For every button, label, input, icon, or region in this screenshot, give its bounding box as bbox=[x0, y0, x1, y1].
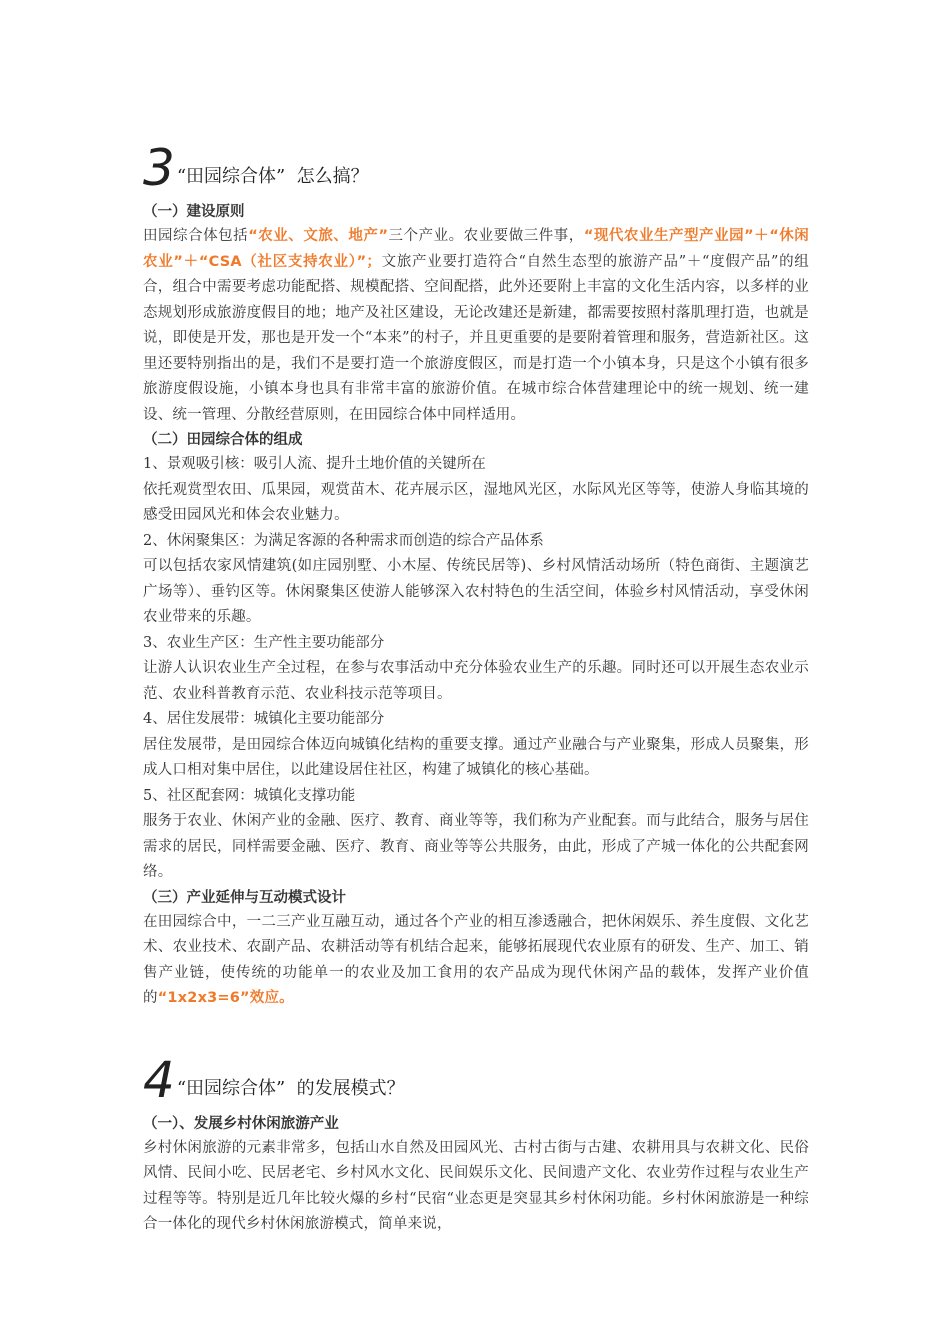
subheading-industry-extension: （三）产业延伸与互动模式设计 bbox=[143, 889, 346, 906]
paragraph-rural-tourism: 乡村休闲旅游的元素非常多，包括山水自然及田园风光、古村古街与古建、农耕用具与农耕文化、民俗风情、民间小吃、民居老宅、乡村风水文化、民间娱乐文化、民间遗产文化、农业劳作过程与农业生产过程等等。特别是近几年比较火爆的乡村“民宿“业态更是突显其乡村休闲功能。乡村休闲旅游是一种综合一体化的现代乡村休闲旅游模式，简单来说， bbox=[143, 1139, 809, 1232]
section-4-number: 4 bbox=[143, 1050, 175, 1109]
subheading-composition: （二）田园综合体的组成 bbox=[143, 432, 303, 448]
item-2-body: 可以包括农家风情建筑(如庄园别墅、小木屋、传统民居等)、乡村风情活动场所（特色商街、主题演艺广场等）、垂钓区等。休闲聚集区使游人能够深入农村特色的生活空间，体验乡村风情活动，享受休闲农业带来的乐趣。 bbox=[143, 558, 809, 625]
text-run: 在田园综合中，一二三产业互融互动，通过各个产业的相互渗透融合，把休闲娱乐、养生度假、文化艺术、农业技术、农副产品、农耕活动等有机结合起来，能够拓展现代农业原有的研发、生产、加工、销售产业链，使传统的功能单一的农业及加工食用的农产品成为现代休闲产品的载体，发挥产业价值的 bbox=[143, 913, 809, 1006]
paragraph-principles bbox=[143, 224, 809, 428]
paragraph-industry-extension bbox=[143, 910, 809, 1012]
section-gap bbox=[143, 1012, 809, 1052]
item-4-body: 居住发展带，是田园综合体迈向城镇化结构的重要支撑。通过产业融合与产业聚集，形成人员聚集，形成人口相对集中居住，以此建设居住社区，构建了城镇化的核心基础。 bbox=[143, 736, 809, 778]
item-1-body: 依托观赏型农田、瓜果园，观赏苗木、花卉展示区，湿地风光区，水际风光区等等，使游人身临其境的感受田园风光和体会农业魅力。 bbox=[143, 481, 809, 523]
section-4-heading bbox=[143, 1050, 809, 1109]
highlight-industries: “农业、文旅、地产” bbox=[248, 228, 389, 244]
item-3-body: 让游人认识农业生产全过程，在参与农事活动中充分体验农业生产的乐趣。同时还可以开展生态农业示范、农业科普教育示范、农业科技示范等项目。 bbox=[143, 660, 809, 702]
item-5-body: 服务于农业、休闲产业的金融、医疗、教育、商业等等，我们称为产业配套。而与此结合，服务与居住需求的居民，同样需要金融、医疗、教育、商业等等公共服务，由此，形成了产城一体化的公共配套网络。 bbox=[143, 813, 809, 880]
item-1-heading: 1、景观吸引核：吸引人流、提升土地价值的关键所在 bbox=[143, 456, 486, 472]
section-3-title: “田园综合体” 怎么搞？ bbox=[176, 166, 369, 187]
item-5-heading: 5、社区配套网：城镇化支撑功能 bbox=[143, 787, 356, 804]
section-3-number: 3 bbox=[143, 139, 175, 197]
text-run: 文旅产业要打造符合“自然生态型的旅游产品”＋“度假产品”的组合，组合中需要考虑功能配搭、规模配搭、空间配搭，此外还要附上丰富的文化生活内容，以多样的业态规划形成旅游度假目的地；地产及社区建设，无论改建还是新建，都需要按照村落肌理打造，也就是说，即使是开发，那也是开发一个“本来”的村子，并且更重要的是要附着管理和服务，营造新社区。这里还要特别指出的是，我们不是要打造一个旅游度假区，而是打造一个小镇本身，只是这个小镇有很多旅游度假设施，小镇本身也具有非常丰富的旅游价值。在城市综合体营建理论中的统一规划、统一建设、统一管理、分散经营原则，在田园综合体中同样适用。 bbox=[143, 253, 810, 423]
text-run: 田园综合体包括 bbox=[143, 228, 249, 244]
item-3-heading: 3、农业生产区：生产性主要功能部分 bbox=[143, 634, 385, 651]
section-4-title: “田园综合体” 的发展模式？ bbox=[176, 1077, 405, 1099]
section-3-heading bbox=[143, 139, 809, 197]
highlight-agriculture: “现代农业生产型产业园”＋“休闲农业”＋“CSA（社区支持农业）”； bbox=[143, 228, 809, 270]
text-run: 三个产业。农业要做三件事， bbox=[388, 228, 584, 244]
item-2-heading: 2、休闲聚集区：为满足客源的各种需求而创造的综合产品体系 bbox=[143, 532, 544, 549]
highlight-effect: “1x2x3=6”效应。 bbox=[157, 990, 294, 1006]
subheading-construction-principles: （一）建设原则 bbox=[143, 204, 245, 220]
document-page bbox=[143, 140, 809, 1238]
item-4-heading: 4、居住发展带：城镇化主要功能部分 bbox=[143, 711, 385, 727]
subheading-rural-tourism: （一）、发展乡村休闲旅游产业 bbox=[143, 1115, 339, 1132]
